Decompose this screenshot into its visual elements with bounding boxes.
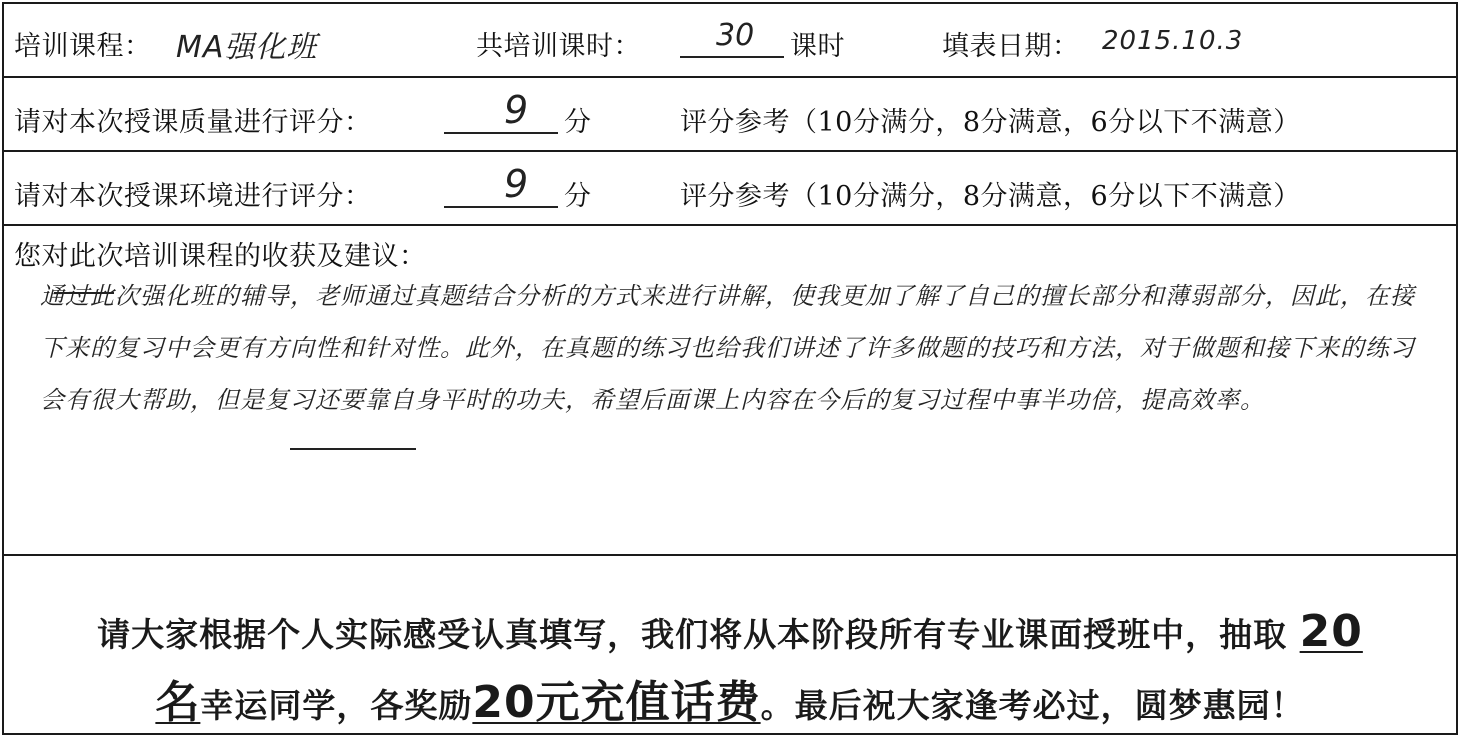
teaching-quality-label: 请对本次授课质量进行评分： — [14, 107, 372, 138]
environment-row — [4, 152, 1456, 226]
strikethrough-mark — [290, 448, 416, 450]
environment-underline — [444, 206, 558, 208]
teaching-quality-score: 9 — [504, 88, 529, 132]
course-value: MA强化班 — [176, 30, 318, 65]
course-info-row — [4, 4, 1456, 78]
feedback-section — [4, 226, 1456, 556]
notice-line2-mid: 幸运同学，各奖励 — [200, 686, 473, 725]
environment-score: 9 — [504, 162, 529, 206]
teaching-quality-unit: 分 — [564, 107, 592, 138]
environment-reference: 评分参考（10分满分，8分满意，6分以下不满意） — [680, 181, 1301, 212]
notice-prize: 20元充值话费 — [472, 677, 761, 728]
total-hours-label: 共培训课时： — [476, 31, 641, 62]
notice-line-1 — [4, 606, 1456, 657]
notice-line2-end: 。最后祝大家逢考必过，圆梦惠园！ — [760, 686, 1305, 725]
date-label: 填表日期： — [942, 31, 1080, 62]
teaching-quality-row — [4, 78, 1456, 152]
hours-underline — [680, 56, 784, 58]
feedback-handwritten-text: 通过此次强化班的辅导，老师通过真题结合分析的方式来进行讲解，使我更加了解了自己的擅长部分和薄弱部分，因此，在接下来的复习中会更有方向性和针对性。此外，在真题的练习也给我们讲述了许多做题的技巧和方法，对于做题和接下来的练习会有很大帮助，但是复习还要靠自身平时的功夫，希望后面课上内容在今后的复习过程中事半功倍，提高效率。 — [40, 282, 1415, 414]
environment-label: 请对本次授课环境进行评分： — [14, 181, 372, 212]
notice-winner-unit: 名 — [155, 677, 201, 728]
notice-line-2 — [4, 666, 1456, 730]
notice-line1-text: 请大家根据个人实际感受认真填写，我们将从本阶段所有专业课面授班中，抽取 — [97, 615, 1288, 654]
feedback-label: 您对此次培训课程的收获及建议： — [14, 241, 427, 272]
teaching-quality-underline — [444, 132, 558, 134]
environment-unit: 分 — [564, 181, 592, 212]
date-value: 2015.10.3 — [1102, 26, 1244, 56]
teaching-quality-reference: 评分参考（10分满分，8分满意，6分以下不满意） — [680, 107, 1301, 138]
notice-section — [4, 556, 1456, 735]
strikethrough-mark — [54, 292, 114, 294]
training-feedback-form — [2, 2, 1458, 735]
course-label: 培训课程： — [14, 31, 152, 62]
hours-unit: 课时 — [790, 31, 845, 62]
total-hours-value: 30 — [716, 18, 755, 53]
notice-winner-count: 20 — [1299, 606, 1363, 657]
